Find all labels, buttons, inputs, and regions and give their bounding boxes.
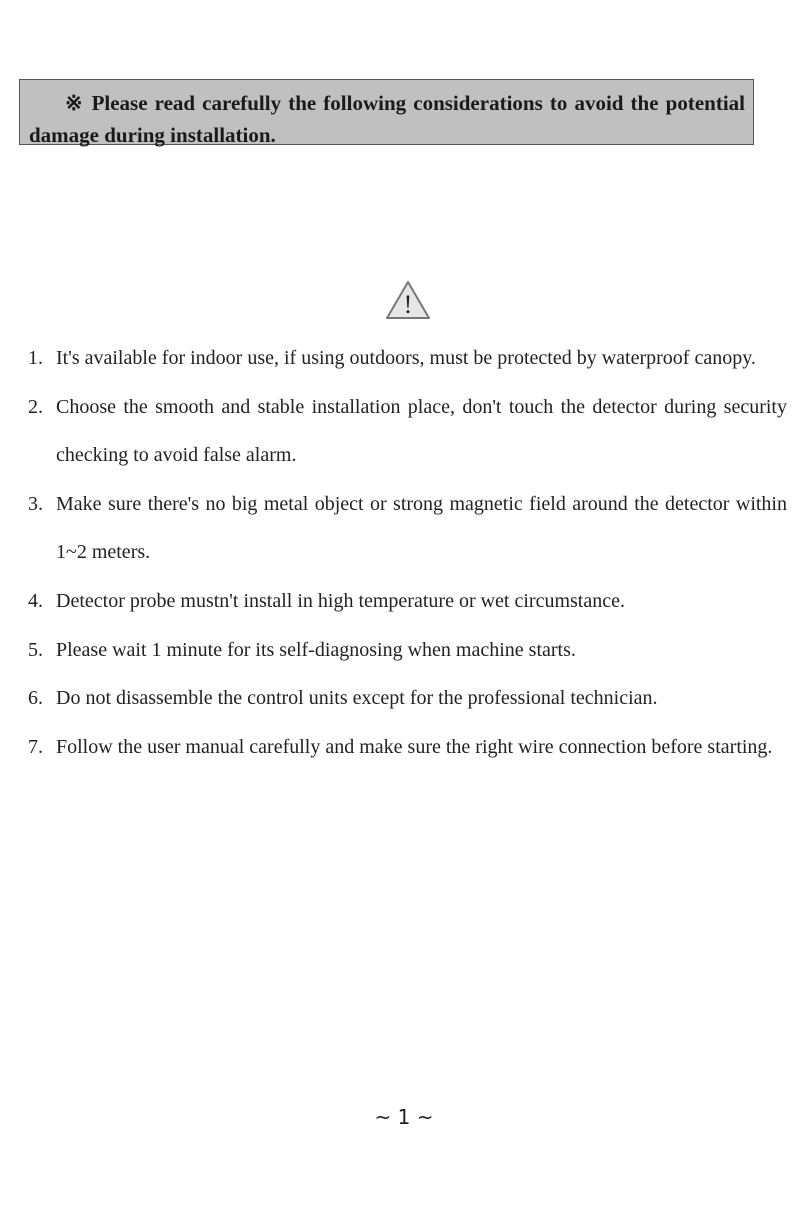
list-item (28, 723, 787, 772)
list-item (28, 334, 787, 383)
list-item (28, 577, 787, 626)
notice-text: Please read carefully the following considerations to avoid the potential damage during installation. (29, 91, 745, 147)
list-item-number: 6. (28, 687, 43, 710)
list-item (28, 674, 787, 723)
reference-mark-symbol: ※ (65, 91, 85, 115)
notice-box (19, 79, 754, 145)
list-item-number: 4. (28, 589, 43, 612)
list-item-text: Make sure there's no big metal object or strong magnetic field around the detector within 1~2 meters. (56, 492, 787, 564)
list-item (28, 626, 787, 675)
list-item-text: Do not disassemble the control units except for the professional technician. (56, 687, 658, 710)
warning-exclamation-glyph: ! (403, 290, 413, 319)
considerations-list (28, 334, 787, 771)
warning-triangle-icon (385, 280, 431, 320)
list-item-text: Follow the user manual carefully and make sure the right wire connection before starting. (56, 735, 773, 758)
list-item-number: 3. (28, 492, 43, 515)
list-item-text: It's available for indoor use, if using outdoors, must be protected by waterproof canopy. (56, 347, 756, 369)
list-item-number: 2. (28, 395, 43, 418)
list-item-text: Detector probe mustn't install in high temperature or wet circumstance. (56, 589, 625, 612)
list-item-number: 5. (28, 638, 43, 661)
list-item-number: 1. (28, 347, 43, 369)
list-item-number: 7. (28, 735, 43, 758)
list-item-text: Choose the smooth and stable installation place, don't touch the detector during security checking to avoid false alarm. (56, 395, 787, 467)
page-number: ~ 1 ~ (374, 1105, 434, 1129)
list-item (28, 480, 787, 577)
list-item (28, 383, 787, 480)
list-item-text: Please wait 1 minute for its self-diagnosing when machine starts. (56, 638, 576, 661)
